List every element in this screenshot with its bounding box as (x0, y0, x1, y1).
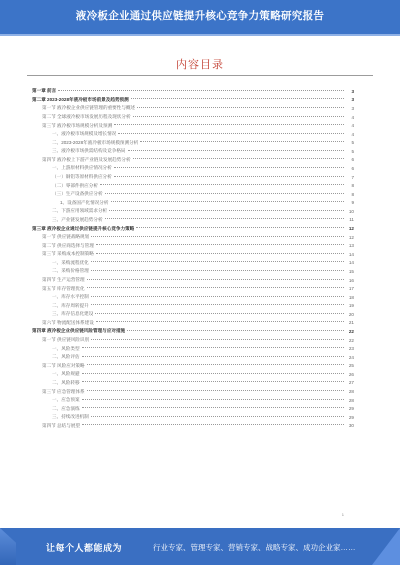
toc-leader-dots (140, 141, 344, 142)
toc-entry-title: 1、设备国产化情况分析 (60, 199, 109, 205)
toc-entry-page: 24 (348, 354, 354, 360)
toc-entry-page: 3 (351, 97, 354, 103)
toc-entry-title: 第二节 供应商选择与管理 (42, 242, 94, 248)
toc-entry-title: 二、库存周转提升 (52, 302, 89, 308)
toc-entry-title: 第一章 前言 (32, 88, 57, 94)
toc-entry-title: 第二节 全球液冷板市场发展历程及现状分析 (42, 114, 131, 120)
toc-entry-title: 第四节 总结与展望 (42, 422, 81, 428)
toc-entry-title: 第四节 液冷板上下游产业链及发展趋势分析 (42, 156, 131, 162)
toc-entry[interactable] (32, 310, 354, 319)
toc-entry-title: 第三节 采购成本控制策略 (42, 251, 94, 257)
report-header (0, 0, 400, 34)
toc-leader-dots (82, 347, 344, 348)
toc-entry-page: 5 (351, 148, 354, 154)
toc-leader-dots (137, 107, 344, 108)
toc-leader-dots (96, 244, 344, 245)
table-of-contents (32, 87, 354, 430)
toc-entry[interactable] (32, 353, 354, 362)
toc-leader-dots (111, 201, 345, 202)
footer-banner (0, 528, 400, 565)
toc-entry[interactable] (32, 104, 354, 113)
toc-entry-title: 一、液冷板市场规模及增长情况 (52, 131, 117, 137)
toc-entry-title: 第一节 液冷板企业供应链管理的重要性与概述 (42, 105, 136, 111)
toc-entry-page: 23 (348, 346, 354, 352)
toc-leader-dots (91, 339, 344, 340)
toc-entry[interactable] (32, 336, 354, 345)
header-divider (0, 34, 400, 36)
toc-entry[interactable] (32, 267, 354, 276)
toc-entry-page: 8 (351, 191, 354, 197)
toc-entry-title: 第五节 库存管理优化 (42, 285, 85, 291)
toc-entry-page: 13 (348, 243, 354, 249)
page-number: 1 (341, 512, 344, 517)
toc-entry-page: 14 (348, 251, 354, 257)
toc-leader-dots (133, 158, 344, 159)
toc-leader-dots (136, 227, 344, 228)
toc-leader-dots (91, 236, 344, 237)
toc-entry[interactable] (32, 156, 354, 165)
toc-entry[interactable] (32, 259, 354, 268)
toc-leader-dots (114, 167, 344, 168)
toc-leader-dots (100, 184, 344, 185)
toc-leader-dots (96, 253, 344, 254)
toc-leader-dots (87, 390, 344, 391)
toc-entry-page: 29 (348, 406, 354, 412)
toc-entry-page: 4 (351, 114, 354, 120)
toc-entry[interactable] (32, 147, 354, 156)
toc-leader-dots (105, 193, 344, 194)
toc-entry-page: 14 (348, 260, 354, 266)
toc-entry[interactable] (32, 138, 354, 147)
footer-accent-right (372, 528, 400, 565)
toc-entry-title: 第四章 液冷板企业供应链风险管理与应对措施 (32, 328, 126, 334)
toc-leader-dots (82, 356, 344, 357)
toc-entry-title: 二、下游应用领域需求分析 (52, 208, 108, 214)
toc-leader-dots (118, 133, 344, 134)
toc-leader-dots (131, 98, 344, 99)
toc-entry-page: 4 (351, 123, 354, 129)
toc-leader-dots (82, 399, 344, 400)
toc-entry-title: 第二节 风险应对策略 (42, 362, 85, 368)
toc-entry-title: 二、风险转移 (52, 379, 80, 385)
toc-entry-page: 16 (348, 277, 354, 283)
toc-entry[interactable] (32, 233, 354, 242)
toc-entry-page: 30 (348, 423, 354, 429)
toc-leader-dots (91, 416, 344, 417)
toc-entry[interactable] (32, 327, 354, 336)
toc-entry[interactable] (32, 164, 354, 173)
toc-entry-page: 4 (351, 131, 354, 137)
toc-leader-dots (82, 373, 344, 374)
toc-leader-dots (91, 270, 344, 271)
toc-entry[interactable] (32, 96, 354, 105)
toc-entry[interactable] (32, 276, 354, 285)
toc-entry-page: 9 (351, 200, 354, 206)
toc-entry[interactable] (32, 293, 354, 302)
toc-entry[interactable] (32, 344, 354, 353)
toc-entry-page: 29 (348, 414, 354, 420)
toc-entry-title: 第三节 液冷板市场规模分析及预测 (42, 122, 113, 128)
toc-leader-dots (82, 424, 344, 425)
toc-entry-title: 一、风险类型 (52, 345, 80, 351)
toc-entry-title: （二）零部件供应分析 (52, 182, 98, 188)
toc-entry[interactable] (32, 250, 354, 259)
footer-slogan: 让每个人都能成为 (46, 543, 123, 553)
toc-entry-page: 7 (351, 174, 354, 180)
footer-tagline: 行业专家、管理专家、营销专家、战略专家、成功企业家…… (153, 543, 356, 552)
toc-entry[interactable] (32, 413, 354, 422)
toc-entry[interactable] (32, 319, 354, 328)
toc-entry[interactable] (32, 422, 354, 431)
toc-entry[interactable] (32, 190, 354, 199)
toc-entry-title: （三）生产设备供应分析 (52, 191, 103, 197)
toc-entry-title: 第三章 液冷板企业通过供应链提升核心竞争力策略 (32, 225, 135, 231)
toc-entry-page: 15 (348, 268, 354, 274)
toc-leader-dots (95, 313, 344, 314)
toc-entry-page: 17 (348, 286, 354, 292)
toc-entry-page: 26 (348, 371, 354, 377)
toc-entry[interactable] (32, 199, 354, 208)
toc-entry[interactable] (32, 87, 354, 96)
toc-leader-dots (114, 124, 344, 125)
toc-entry-title: 一、风险规避 (52, 371, 80, 377)
toc-entry[interactable] (32, 181, 354, 190)
toc-entry[interactable] (32, 379, 354, 388)
toc-leader-dots (87, 279, 344, 280)
toc-leader-dots (133, 116, 344, 117)
toc-entry-page: 22 (348, 328, 354, 334)
toc-leader-dots (58, 90, 344, 91)
toc-entry-page: 28 (348, 397, 354, 403)
toc-entry[interactable] (32, 396, 354, 405)
toc-entry-title: 第四节 生产运营管理 (42, 277, 85, 282)
toc-entry-title: （一）铜铝等原材料供应分析 (52, 174, 112, 180)
toc-leader-dots (87, 364, 344, 365)
toc-entry-page: 28 (348, 389, 354, 395)
toc-entry[interactable] (32, 173, 354, 182)
toc-entry-title: 三、持续改进机制 (52, 414, 89, 420)
toc-entry-page: 11 (349, 217, 354, 223)
toc-entry-title: 第一节 供应链风险识别 (42, 337, 90, 343)
report-title: 液冷板企业通过供应链提升核心竞争力策略研究报告 (75, 10, 325, 22)
toc-title: 内容目录 (176, 59, 224, 71)
toc-leader-dots (128, 150, 344, 151)
toc-entry[interactable] (32, 301, 354, 310)
toc-entry-page: 5 (351, 140, 354, 146)
toc-leader-dots (105, 218, 344, 219)
toc-entry-page: 3 (351, 105, 354, 111)
toc-leader-dots (127, 330, 344, 331)
toc-entry[interactable] (32, 216, 354, 225)
toc-entry-title: 二、应急演练 (52, 405, 80, 411)
toc-entry-title: 二、风险评估 (52, 354, 80, 360)
toc-leader-dots (91, 261, 344, 262)
toc-entry-title: 三、液冷板市场供需结构及竞争格局 (52, 148, 126, 154)
toc-entry-title: 第二章 2023-2028年液冷板市场前景及趋势预测 (32, 96, 129, 102)
toc-entry-title: 一、应急预案 (52, 397, 80, 403)
toc-entry-title: 一、库存水平控制 (52, 294, 89, 300)
toc-title-divider (27, 75, 373, 76)
toc-entry-title: 一、上游原材料供应情况分析 (52, 165, 112, 171)
toc-entry[interactable] (32, 241, 354, 250)
toc-entry[interactable] (32, 284, 354, 293)
toc-entry[interactable] (32, 130, 354, 139)
toc-entry[interactable] (32, 113, 354, 122)
toc-entry[interactable] (32, 224, 354, 233)
toc-entry-page: 18 (348, 294, 354, 300)
toc-leader-dots (82, 381, 344, 382)
toc-entry-title: 第三节 应急管理体系 (42, 388, 85, 394)
toc-entry-title: 一、采购流程优化 (52, 259, 89, 265)
footer-accent-left (0, 528, 16, 565)
toc-leader-dots (114, 176, 344, 177)
toc-entry-title: 三、库存信息化建设 (52, 311, 94, 317)
toc-entry-page: 3 (351, 88, 354, 94)
toc-entry-title: 二、2023-2028年液冷板市场规模预测分析 (52, 139, 139, 145)
toc-leader-dots (87, 287, 344, 288)
toc-entry-page: 12 (348, 234, 354, 240)
toc-entry-page: 6 (351, 157, 354, 163)
toc-entry-page: 10 (348, 208, 354, 214)
toc-entry-page: 6 (351, 165, 354, 171)
toc-entry[interactable] (32, 362, 354, 371)
toc-entry[interactable] (32, 370, 354, 379)
toc-entry-page: 19 (348, 303, 354, 309)
toc-leader-dots (91, 296, 344, 297)
toc-leader-dots (109, 210, 344, 211)
toc-leader-dots (96, 321, 344, 322)
toc-entry-page: 27 (348, 380, 354, 386)
toc-entry-title: 二、采购价格管理 (52, 268, 89, 274)
toc-entry-page: 21 (348, 320, 354, 326)
toc-entry-title: 第一节 供应链战略规划 (42, 234, 90, 240)
toc-entry-page: 22 (348, 337, 354, 343)
toc-entry-page: 20 (348, 311, 354, 317)
toc-entry[interactable] (32, 387, 354, 396)
toc-entry[interactable] (32, 404, 354, 413)
toc-entry[interactable] (32, 121, 354, 130)
toc-entry-title: 第六节 物流配送体系建设 (42, 319, 94, 325)
toc-leader-dots (82, 407, 344, 408)
toc-entry-page: 12 (348, 226, 354, 232)
toc-entry-page: 25 (348, 363, 354, 369)
toc-entry[interactable] (32, 207, 354, 216)
toc-entry-page: 8 (351, 183, 354, 189)
toc-leader-dots (91, 304, 344, 305)
toc-entry-title: 三、产业链发展趋势分析 (52, 216, 103, 222)
